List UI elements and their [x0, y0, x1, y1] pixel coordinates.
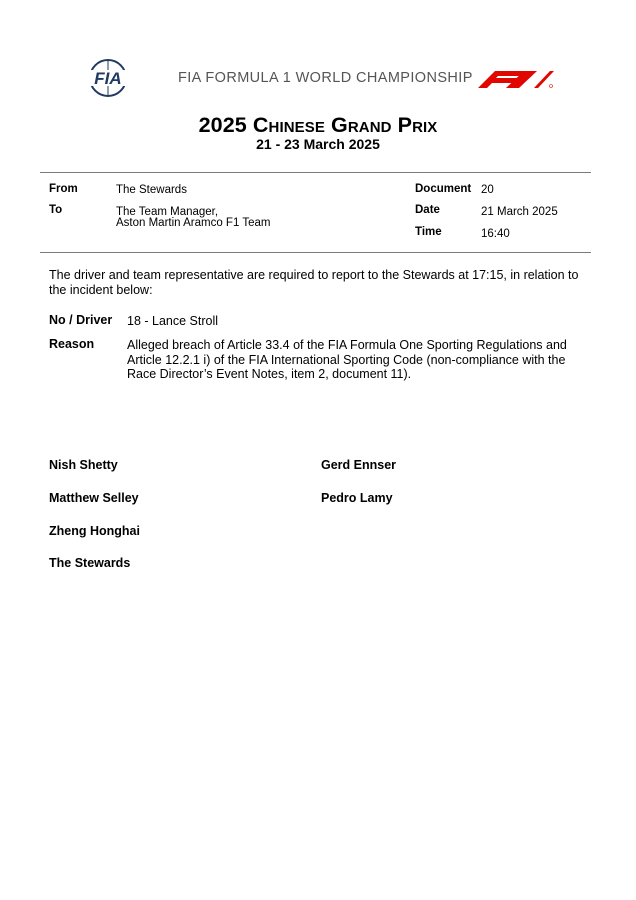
- championship-title: FIA FORMULA 1 WORLD CHAMPIONSHIP: [178, 70, 473, 86]
- steward-name: Nish Shetty: [49, 458, 118, 472]
- driver-value: 18 - Lance Stroll: [127, 314, 219, 328]
- document-value: 20: [481, 184, 494, 196]
- steward-name: Zheng Honghai: [49, 524, 140, 538]
- divider-bottom: [40, 252, 591, 253]
- time-label: Time: [415, 226, 442, 238]
- page-title: 2025 Chinese Grand Prix: [198, 113, 438, 137]
- from-value: The Stewards: [116, 184, 187, 196]
- to-line-2: Aston Martin Aramco F1 Team: [116, 217, 271, 229]
- stewards-signoff: The Stewards: [49, 556, 131, 570]
- document-label: Document: [415, 183, 472, 195]
- steward-name: Gerd Ennser: [321, 458, 397, 472]
- date-value: 21 March 2025: [481, 206, 558, 218]
- time-value: 16:40: [481, 228, 510, 240]
- steward-name: Matthew Selley: [49, 491, 139, 505]
- fia-logo: [80, 58, 136, 98]
- divider-top: [40, 172, 591, 173]
- event-dates: 21 - 23 March 2025: [256, 136, 380, 152]
- fia-logo-icon: [80, 58, 136, 98]
- from-label: From: [49, 183, 78, 195]
- f1-logo: [476, 67, 556, 89]
- intro-text: The driver and team representative are required to report to the Stewards at 17:15, in relation to the incident below:: [49, 268, 579, 297]
- fia-logo-text: FIA: [94, 69, 122, 88]
- f1-logo-icon: [476, 67, 556, 89]
- driver-label: No / Driver: [49, 313, 113, 327]
- steward-name: Pedro Lamy: [321, 491, 393, 505]
- reason-label: Reason: [49, 337, 95, 351]
- to-label: To: [49, 204, 63, 216]
- date-label: Date: [415, 204, 440, 216]
- reason-value: Alleged breach of Article 33.4 of the FIA Formula One Sporting Regulations and Article 12.2.1 i) of the FIA International Sporting Code (non-compliance with the Race Director’s Event Notes, item 2, document 11).: [127, 338, 567, 381]
- to-line-1: The Team Manager,: [116, 206, 219, 218]
